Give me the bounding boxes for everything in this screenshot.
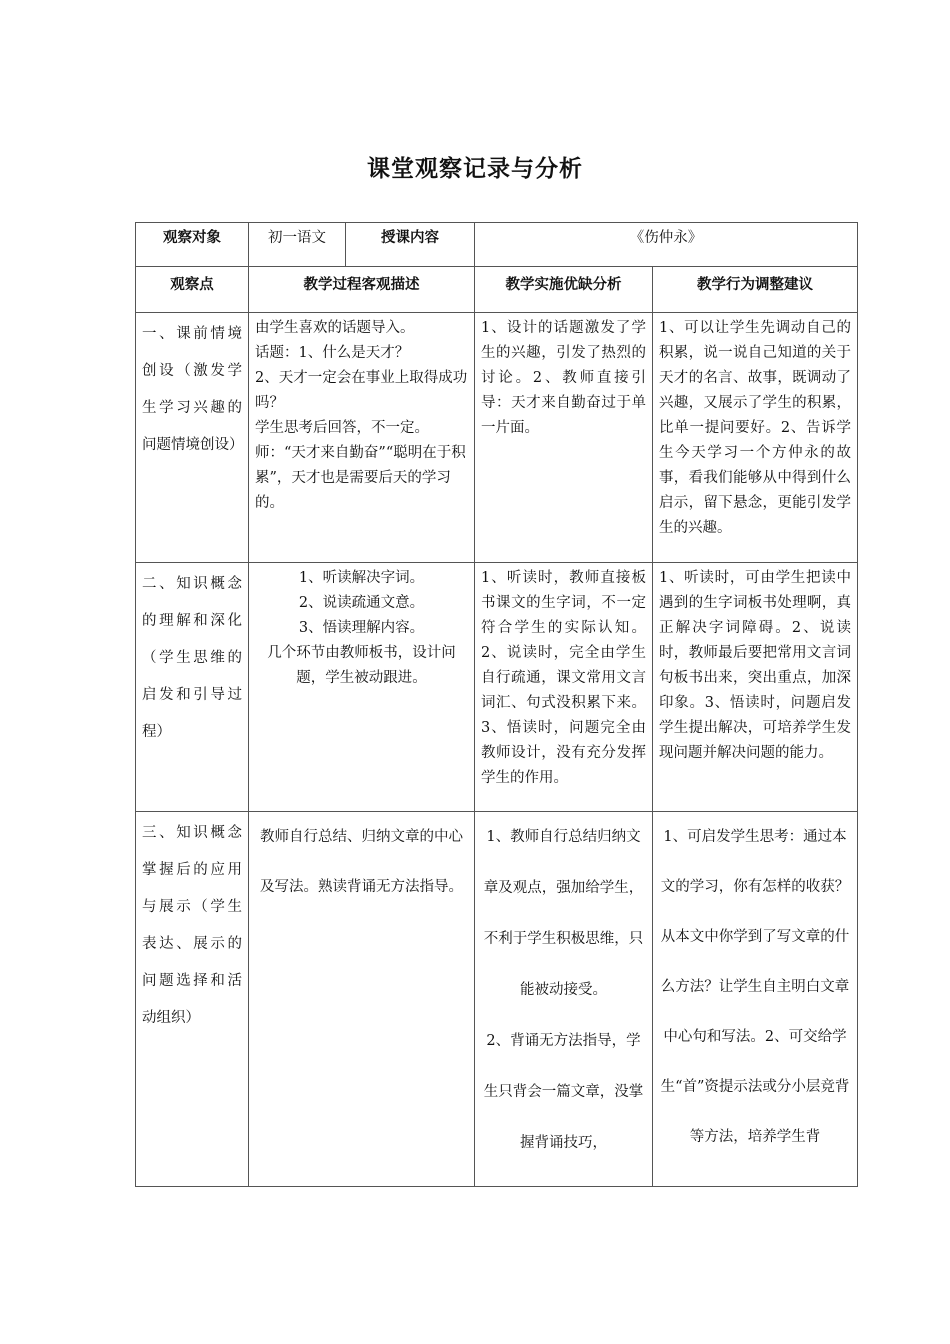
- implementation-analysis: 1、听读时，教师直接板书课文的生字词，不一定符合学生的实际认知。2、说读时，完全由学生自行疏通，课文常用文言词汇、句式没积累下来。3、悟读时，问题完全由教师设计，没有充分发挥学生的作用。: [475, 563, 653, 812]
- page-title: 课堂观察记录与分析: [367, 155, 583, 182]
- implementation-analysis: 1、设计的话题激发了学生的兴趣，引发了热烈的讨论。2、教师直接引导：天才来自勤奋过于单一片面。: [475, 313, 653, 563]
- header-row: [136, 267, 858, 313]
- subject-value: 初一语文: [249, 223, 346, 267]
- analysis-point-1: 1、教师自行总结归纳文章及观点，强加给学生，不利于学生积极思维，只能被动接受。: [483, 829, 644, 998]
- adjustment-suggestion: 1、听读时，可由学生把读中遇到的生字词板书处理啊，真正解决字词障碍。2、说读时，教师最后要把常用文言词句板书出来，突出重点，加深印象。3、悟读时，问题启发学生提出解决，可培养学生发现问题并解决问题的能力。: [653, 563, 858, 812]
- observation-table: [135, 222, 858, 1187]
- header-suggestion: 教学行为调整建议: [653, 267, 858, 313]
- content-label: 授课内容: [346, 223, 475, 267]
- table-row: [136, 563, 858, 812]
- process-description: 由学生喜欢的话题导入。 话题：1、什么是天才？ 2、天才一定会在事业上取得成功吗？ 学生思考后回答，不一定。 师：“天才来自勤奋”“聪明在于积累”，天才也是需要后天的学习的。: [249, 313, 475, 563]
- observation-point: 二、知识概念的理解和深化（学生思维的启发和引导过程）: [136, 563, 249, 812]
- header-analysis: 教学实施优缺分析: [475, 267, 653, 313]
- content-value: 《伤仲永》: [475, 223, 858, 267]
- header-observation-point: 观察点: [136, 267, 249, 313]
- adjustment-suggestion: 1、可以让学生先调动自己的积累，说一说自己知道的关于天才的名言、故事，既调动了兴趣，又展示了学生的积累，比单一提问要好。2、告诉学生今天学习一个方仲永的故事，看我们能够从中得到什么启示，留下悬念，更能引发学生的兴趣。: [653, 313, 858, 563]
- analysis-point-2: 2、背诵无方法指导，学生只背会一篇文章，没掌握背诵技巧，: [483, 1033, 644, 1151]
- info-row: [136, 223, 858, 267]
- table-row: [136, 812, 858, 1187]
- process-description: 1、听读解决字词。 2、说读疏通文意。 3、悟读理解内容。 几个环节由教师板书，设计问题，学生被动跟进。: [249, 563, 475, 812]
- implementation-analysis: [475, 812, 653, 1187]
- subject-label: 观察对象: [136, 223, 249, 267]
- header-description: 教学过程客观描述: [249, 267, 475, 313]
- observation-point: 一、课前情境创设（激发学生学习兴趣的问题情境创设）: [136, 313, 249, 563]
- table-row: [136, 313, 858, 563]
- observation-point: 三、知识概念掌握后的应用与展示（学生表达、展示的问题选择和活动组织）: [136, 812, 249, 1187]
- adjustment-suggestion: 1、可启发学生思考：通过本文的学习，你有怎样的收获？从本文中你学到了写文章的什么方法？让学生自主明白文章中心句和写法。2、可交给学生“首”资提示法或分小层竞背等方法，培养学生背: [653, 812, 858, 1187]
- process-description: 教师自行总结、归纳文章的中心及写法。熟读背诵无方法指导。: [249, 812, 475, 1187]
